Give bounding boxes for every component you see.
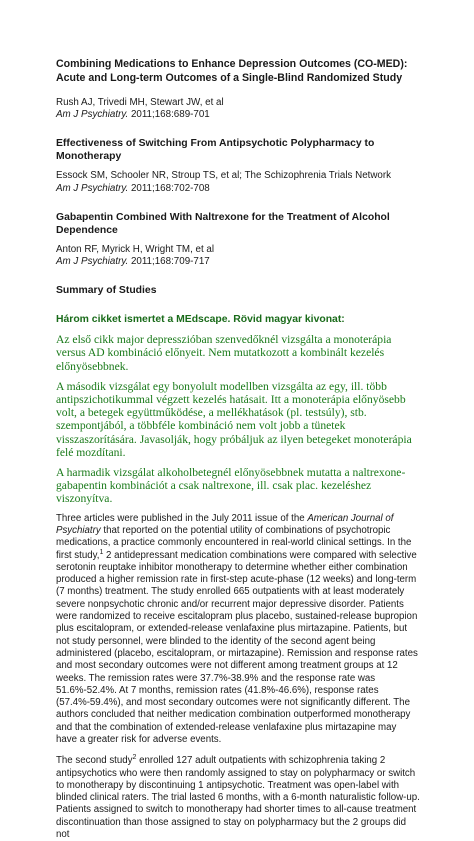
summary-heading: Summary of Studies	[56, 285, 157, 297]
hungarian-paragraph: Az első cikk major depresszióban szenvedőknél vizsgálta a monoterápia versus AD kombináció előnyeit. Nem mutatkozott a kombinált kezelés előnyösebbnek.	[56, 333, 392, 373]
hungarian-heading: Három cikket ismertet a MEdscape. Rövid magyar kivonat:	[56, 314, 345, 326]
article-citation	[56, 256, 420, 268]
text-run: Three articles were published in the July 2011 issue of the	[56, 512, 308, 524]
text-run: enrolled 127 adult outpatients with schizophrenia taking 2 antipsychotics who were then randomly assigned to stay on polypharmacy or switch to monotherapy by discontinuing 1 antipsychotic. Treatment was open-label with blinded clinical raters. The trial lasted 6 months, with a 6-month naturalistic follow-up. Patients assigned to switch to monotherapy had shorter times to all-cause treatment discontinuation than those assigned to stay on polypharmacy but the 2 groups did not	[56, 755, 420, 841]
article-title: Gabapentin Combined With Naltrexone for the Treatment of Alcohol Dependence	[56, 211, 390, 236]
journal-name: Am J Psychiatry.	[56, 256, 129, 268]
article-title: Combining Medications to Enhance Depression Outcomes (CO-MED): Acute and Long-term Outcomes of a Single-Blind Randomized Study	[56, 58, 408, 84]
article-authors: Essock SM, Schooler NR, Stroup TS, et al; The Schizophrenia Trials Network	[56, 170, 392, 182]
journal-name: American Journal of Psychiatry	[56, 512, 394, 536]
article-2	[56, 137, 420, 194]
article-3	[56, 211, 420, 268]
footnote-reference: 1	[99, 548, 104, 556]
text-run: 2 antidepressant medication combinations were compared with selective serotonin reuptake inhibitor monotherapy to determine whether either combination produced a higher remission rate in first-step acute-phase (12 weeks) and long-term (7 months) treatment. The study enrolled 665 outpatients with at least moderately severe nonpsychotic chronic and/or recurrent major depressive disorder. Patients were randomized to receive escitalopram plus placebo, sustained-release bupropion plus escitalopram, or extended-release venlafaxine plus mirtazapine. Patients, but not study personnel, were blinded to the identity of the second agent being administered (placebo, escitalopram, or mirtazapine). Remission and response rates and most secondary outcomes were not different among treatment groups at 12 weeks. The remission rates were 37.7%-38.9% and the response rate was 51.6%-52.4%. At 7 months, remission rates (41.8%-46.6%), response rates (57.4%-59.4%), and most secondary outcomes were not significantly different. The authors concluded that neither medication combination outperformed monotherapy and that the combination of extended-release venlafaxine plus mirtazapine may have a greater risk for adverse events.	[56, 549, 418, 745]
hungarian-paragraph: A második vizsgálat egy bonyolult modellben vizsgálta az egy, ill. több antipszichotikummal végzett kezelés hatásait. Itt a monoterápia előnyösebb volt, a betegek együttműködése, a mellékhatások (pl. testsúly), stb. szempontjából, a többféle kombináció nem volt jobb a tünetek visszaszorítására. Javasolják, hogy próbáljuk az ilyen betegeket monoterápia felé mozdítani.	[56, 379, 412, 459]
text-run: The second study	[56, 755, 133, 767]
journal-name: Am J Psychiatry.	[56, 109, 129, 121]
article-citation	[56, 183, 420, 195]
hungarian-paragraph: A harmadik vizsgálat alkoholbetegnél előnyösebbnek mutatta a naltrexone-gabapentin kombinációt a csak naltrexone, ill. csak plac. kezeléshez viszonyítva.	[56, 466, 406, 506]
body-paragraph	[56, 513, 420, 747]
article-authors: Anton RF, Myrick H, Wright TM, et al	[56, 243, 215, 255]
hungarian-summary	[56, 313, 420, 505]
article-citation	[56, 109, 420, 121]
article-authors: Rush AJ, Trivedi MH, Stewart JW, et al	[56, 97, 224, 108]
article-1	[56, 58, 420, 121]
citation-detail: 2011;168:689-701	[128, 109, 210, 121]
text-run: that reported on the potential utility of combinations of psychotropic medications, a practice commonly encountered in real-world clinical settings. In the first study,	[56, 524, 412, 561]
footnote-reference: 2	[132, 754, 137, 762]
body-paragraph	[56, 755, 420, 841]
citation-detail: 2011;168:702-708	[128, 182, 210, 194]
article-title: Effectiveness of Switching From Antipsychotic Polypharmacy to Monotherapy	[56, 138, 375, 163]
journal-name: Am J Psychiatry.	[56, 182, 129, 194]
citation-detail: 2011;168:709-717	[128, 256, 210, 268]
